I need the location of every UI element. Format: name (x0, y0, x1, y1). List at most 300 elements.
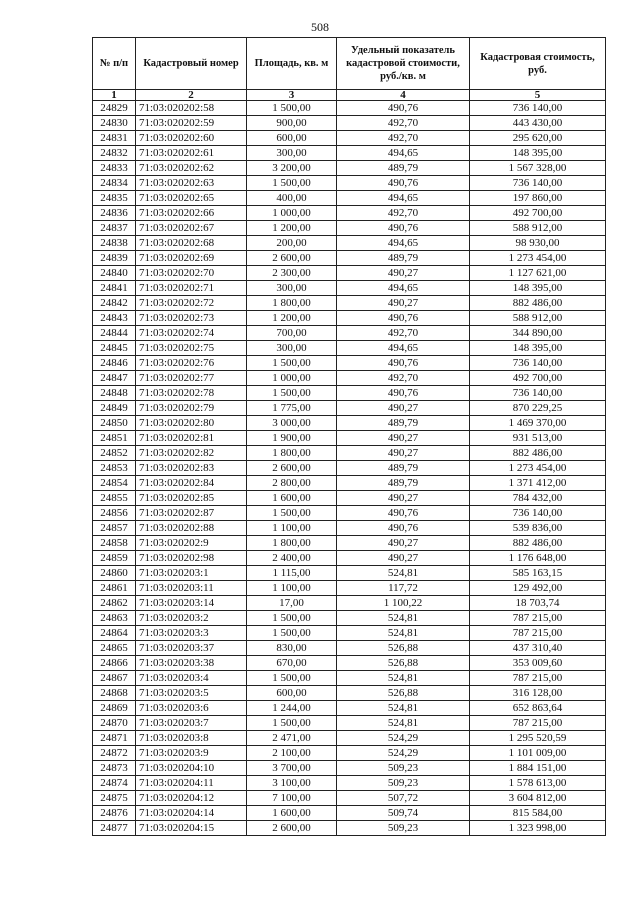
cadastral-value-cell: 1 273 454,00 (470, 251, 606, 266)
cadastral-number-cell: 71:03:020204:14 (136, 806, 247, 821)
specific-value-cell: 492,70 (337, 206, 470, 221)
area-cell: 3 700,00 (247, 761, 337, 776)
row-number-cell: 24860 (93, 566, 136, 581)
cadastral-value-cell: 197 860,00 (470, 191, 606, 206)
area-cell: 3 100,00 (247, 776, 337, 791)
row-number-cell: 24857 (93, 521, 136, 536)
cadastral-number-cell: 71:03:020202:71 (136, 281, 247, 296)
area-cell: 1 800,00 (247, 536, 337, 551)
area-cell: 300,00 (247, 281, 337, 296)
table-row (93, 806, 606, 821)
row-number-cell: 24842 (93, 296, 136, 311)
specific-value-cell: 494,65 (337, 146, 470, 161)
column-index: 1 (93, 90, 136, 101)
cadastral-number-cell: 71:03:020202:98 (136, 551, 247, 566)
table-row (93, 431, 606, 446)
table-row (93, 686, 606, 701)
specific-value-cell: 490,76 (337, 356, 470, 371)
table-body (93, 101, 606, 836)
area-cell: 2 800,00 (247, 476, 337, 491)
cadastral-value-cell: 3 604 812,00 (470, 791, 606, 806)
area-cell: 1 900,00 (247, 431, 337, 446)
area-cell: 600,00 (247, 131, 337, 146)
cadastral-number-cell: 71:03:020204:11 (136, 776, 247, 791)
area-cell: 2 100,00 (247, 746, 337, 761)
cadastral-number-cell: 71:03:020202:68 (136, 236, 247, 251)
row-number-cell: 24855 (93, 491, 136, 506)
area-cell: 1 600,00 (247, 491, 337, 506)
row-number-cell: 24866 (93, 656, 136, 671)
row-number-cell: 24851 (93, 431, 136, 446)
table-row (93, 746, 606, 761)
header-cadastral-value: Кадастровая стоимость, руб. (470, 38, 606, 90)
table-row (93, 521, 606, 536)
cadastral-value-cell: 1 469 370,00 (470, 416, 606, 431)
area-cell: 1 200,00 (247, 311, 337, 326)
cadastral-value-cell: 736 140,00 (470, 101, 606, 116)
row-number-cell: 24863 (93, 611, 136, 626)
row-number-cell: 24873 (93, 761, 136, 776)
cadastral-value-cell: 1 273 454,00 (470, 461, 606, 476)
row-number-cell: 24876 (93, 806, 136, 821)
table-row (93, 641, 606, 656)
cadastral-number-cell: 71:03:020202:70 (136, 266, 247, 281)
area-cell: 1 500,00 (247, 506, 337, 521)
cadastral-number-cell: 71:03:020202:73 (136, 311, 247, 326)
cadastral-value-cell: 437 310,40 (470, 641, 606, 656)
cadastral-number-cell: 71:03:020204:12 (136, 791, 247, 806)
specific-value-cell: 494,65 (337, 236, 470, 251)
row-number-cell: 24875 (93, 791, 136, 806)
row-number-cell: 24859 (93, 551, 136, 566)
row-number-cell: 24838 (93, 236, 136, 251)
cadastral-value-cell: 1 101 009,00 (470, 746, 606, 761)
cadastral-number-cell: 71:03:020203:9 (136, 746, 247, 761)
area-cell: 1 100,00 (247, 581, 337, 596)
table-row (93, 386, 606, 401)
table-row (93, 131, 606, 146)
area-cell: 2 600,00 (247, 821, 337, 836)
specific-value-cell: 489,79 (337, 161, 470, 176)
cadastral-value-cell: 18 703,74 (470, 596, 606, 611)
specific-value-cell: 489,79 (337, 461, 470, 476)
row-number-cell: 24831 (93, 131, 136, 146)
cadastral-number-cell: 71:03:020203:1 (136, 566, 247, 581)
column-index: 2 (136, 90, 247, 101)
cadastral-number-cell: 71:03:020202:83 (136, 461, 247, 476)
table-row (93, 761, 606, 776)
cadastral-value-cell: 1 371 412,00 (470, 476, 606, 491)
row-number-cell: 24829 (93, 101, 136, 116)
column-index: 4 (337, 90, 470, 101)
cadastral-number-cell: 71:03:020202:74 (136, 326, 247, 341)
row-number-cell: 24833 (93, 161, 136, 176)
table-row (93, 236, 606, 251)
table-row (93, 296, 606, 311)
cadastral-value-cell: 1 567 328,00 (470, 161, 606, 176)
page-number: 508 (311, 20, 329, 34)
specific-value-cell: 490,27 (337, 266, 470, 281)
specific-value-cell: 509,23 (337, 761, 470, 776)
area-cell: 1 244,00 (247, 701, 337, 716)
row-number-cell: 24854 (93, 476, 136, 491)
specific-value-cell: 490,27 (337, 491, 470, 506)
area-cell: 2 600,00 (247, 461, 337, 476)
table-row (93, 101, 606, 116)
row-number-cell: 24845 (93, 341, 136, 356)
area-cell: 3 200,00 (247, 161, 337, 176)
cadastral-number-cell: 71:03:020203:8 (136, 731, 247, 746)
table-row (93, 221, 606, 236)
specific-value-cell: 490,27 (337, 536, 470, 551)
table-row (93, 146, 606, 161)
row-number-cell: 24843 (93, 311, 136, 326)
specific-value-cell: 509,74 (337, 806, 470, 821)
cadastral-number-cell: 71:03:020203:5 (136, 686, 247, 701)
table-row (93, 716, 606, 731)
cadastral-number-cell: 71:03:020202:82 (136, 446, 247, 461)
cadastral-number-cell: 71:03:020203:4 (136, 671, 247, 686)
cadastral-number-cell: 71:03:020202:58 (136, 101, 247, 116)
specific-value-cell: 490,27 (337, 401, 470, 416)
specific-value-cell: 524,81 (337, 671, 470, 686)
row-number-cell: 24846 (93, 356, 136, 371)
cadastral-value-cell: 492 700,00 (470, 206, 606, 221)
specific-value-cell: 524,29 (337, 731, 470, 746)
cadastral-value-cell: 492 700,00 (470, 371, 606, 386)
area-cell: 1 500,00 (247, 716, 337, 731)
table-row (93, 701, 606, 716)
specific-value-cell: 524,81 (337, 566, 470, 581)
cadastral-number-cell: 71:03:020203:6 (136, 701, 247, 716)
area-cell: 3 000,00 (247, 416, 337, 431)
specific-value-cell: 509,23 (337, 776, 470, 791)
row-number-cell: 24849 (93, 401, 136, 416)
cadastral-value-cell: 344 890,00 (470, 326, 606, 341)
table-row (93, 491, 606, 506)
cadastral-value-cell: 815 584,00 (470, 806, 606, 821)
cadastral-value-cell: 588 912,00 (470, 311, 606, 326)
row-number-cell: 24837 (93, 221, 136, 236)
area-cell: 1 800,00 (247, 446, 337, 461)
row-number-cell: 24856 (93, 506, 136, 521)
cadastral-value-cell: 588 912,00 (470, 221, 606, 236)
cadastral-number-cell: 71:03:020202:85 (136, 491, 247, 506)
area-cell: 17,00 (247, 596, 337, 611)
table-row (93, 596, 606, 611)
table-row (93, 536, 606, 551)
specific-value-cell: 490,76 (337, 221, 470, 236)
row-number-cell: 24847 (93, 371, 136, 386)
cadastral-number-cell: 71:03:020203:38 (136, 656, 247, 671)
table-header-row (93, 38, 606, 90)
specific-value-cell: 490,76 (337, 386, 470, 401)
row-number-cell: 24852 (93, 446, 136, 461)
row-number-cell: 24864 (93, 626, 136, 641)
cadastral-number-cell: 71:03:020203:37 (136, 641, 247, 656)
area-cell: 1 775,00 (247, 401, 337, 416)
specific-value-cell: 117,72 (337, 581, 470, 596)
cadastral-value-cell: 736 140,00 (470, 386, 606, 401)
area-cell: 1 500,00 (247, 671, 337, 686)
table-row (93, 311, 606, 326)
row-number-cell: 24848 (93, 386, 136, 401)
cadastral-number-cell: 71:03:020202:75 (136, 341, 247, 356)
specific-value-cell: 489,79 (337, 476, 470, 491)
cadastral-value-cell: 736 140,00 (470, 176, 606, 191)
cadastral-value-table (92, 37, 606, 836)
area-cell: 1 000,00 (247, 206, 337, 221)
specific-value-cell: 490,76 (337, 311, 470, 326)
area-cell: 1 500,00 (247, 101, 337, 116)
row-number-cell: 24832 (93, 146, 136, 161)
area-cell: 1 000,00 (247, 371, 337, 386)
cadastral-value-cell: 882 486,00 (470, 446, 606, 461)
table-row (93, 821, 606, 836)
area-cell: 600,00 (247, 686, 337, 701)
area-cell: 1 500,00 (247, 386, 337, 401)
cadastral-value-cell: 652 863,64 (470, 701, 606, 716)
cadastral-number-cell: 71:03:020202:69 (136, 251, 247, 266)
cadastral-value-cell: 585 163,15 (470, 566, 606, 581)
table-row (93, 416, 606, 431)
row-number-cell: 24844 (93, 326, 136, 341)
cadastral-value-cell: 539 836,00 (470, 521, 606, 536)
cadastral-number-cell: 71:03:020203:3 (136, 626, 247, 641)
cadastral-number-cell: 71:03:020202:59 (136, 116, 247, 131)
table-row (93, 191, 606, 206)
table-row (93, 161, 606, 176)
specific-value-cell: 490,76 (337, 101, 470, 116)
cadastral-value-cell: 129 492,00 (470, 581, 606, 596)
cadastral-number-cell: 71:03:020202:76 (136, 356, 247, 371)
row-number-cell: 24861 (93, 581, 136, 596)
specific-value-cell: 492,70 (337, 131, 470, 146)
cadastral-value-cell: 787 215,00 (470, 716, 606, 731)
specific-value-cell: 524,81 (337, 716, 470, 731)
row-number-cell: 24830 (93, 116, 136, 131)
cadastral-number-cell: 71:03:020203:11 (136, 581, 247, 596)
cadastral-value-cell: 787 215,00 (470, 611, 606, 626)
specific-value-cell: 524,81 (337, 626, 470, 641)
specific-value-cell: 492,70 (337, 371, 470, 386)
area-cell: 900,00 (247, 116, 337, 131)
specific-value-cell: 509,23 (337, 821, 470, 836)
specific-value-cell: 526,88 (337, 686, 470, 701)
cadastral-value-cell: 931 513,00 (470, 431, 606, 446)
area-cell: 2 400,00 (247, 551, 337, 566)
cadastral-number-cell: 71:03:020203:2 (136, 611, 247, 626)
cadastral-number-cell: 71:03:020202:65 (136, 191, 247, 206)
row-number-cell: 24865 (93, 641, 136, 656)
cadastral-value-cell: 1 127 621,00 (470, 266, 606, 281)
table-row (93, 566, 606, 581)
cadastral-number-cell: 71:03:020202:63 (136, 176, 247, 191)
cadastral-number-cell: 71:03:020202:67 (136, 221, 247, 236)
row-number-cell: 24872 (93, 746, 136, 761)
cadastral-value-cell: 148 395,00 (470, 281, 606, 296)
cadastral-number-cell: 71:03:020202:79 (136, 401, 247, 416)
table-row (93, 446, 606, 461)
cadastral-value-cell: 443 430,00 (470, 116, 606, 131)
header-area: Площадь, кв. м (247, 38, 337, 90)
cadastral-value-cell: 98 930,00 (470, 236, 606, 251)
cadastral-number-cell: 71:03:020202:81 (136, 431, 247, 446)
cadastral-value-cell: 1 323 998,00 (470, 821, 606, 836)
area-cell: 1 800,00 (247, 296, 337, 311)
area-cell: 2 300,00 (247, 266, 337, 281)
row-number-cell: 24877 (93, 821, 136, 836)
table-row (93, 371, 606, 386)
area-cell: 400,00 (247, 191, 337, 206)
table-row (93, 176, 606, 191)
specific-value-cell: 490,27 (337, 431, 470, 446)
table-row (93, 461, 606, 476)
cadastral-value-cell: 736 140,00 (470, 506, 606, 521)
specific-value-cell: 490,76 (337, 176, 470, 191)
cadastral-number-cell: 71:03:020202:84 (136, 476, 247, 491)
specific-value-cell: 1 100,22 (337, 596, 470, 611)
cadastral-number-cell: 71:03:020202:87 (136, 506, 247, 521)
table-row (93, 506, 606, 521)
cadastral-value-cell: 882 486,00 (470, 536, 606, 551)
cadastral-value-cell: 787 215,00 (470, 626, 606, 641)
row-number-cell: 24870 (93, 716, 136, 731)
table-row (93, 776, 606, 791)
table-row (93, 551, 606, 566)
table-row (93, 356, 606, 371)
specific-value-cell: 526,88 (337, 656, 470, 671)
area-cell: 7 100,00 (247, 791, 337, 806)
table-row (93, 341, 606, 356)
specific-value-cell: 492,70 (337, 116, 470, 131)
cadastral-number-cell: 71:03:020202:88 (136, 521, 247, 536)
area-cell: 300,00 (247, 146, 337, 161)
cadastral-number-cell: 71:03:020203:14 (136, 596, 247, 611)
area-cell: 1 115,00 (247, 566, 337, 581)
area-cell: 300,00 (247, 341, 337, 356)
cadastral-value-cell: 870 229,25 (470, 401, 606, 416)
area-cell: 700,00 (247, 326, 337, 341)
cadastral-value-cell: 295 620,00 (470, 131, 606, 146)
cadastral-value-cell: 148 395,00 (470, 341, 606, 356)
header-specific-value: Удельный показатель кадастровой стоимости, руб./кв. м (337, 38, 470, 90)
column-index-row (93, 90, 606, 101)
cadastral-value-cell: 148 395,00 (470, 146, 606, 161)
specific-value-cell: 524,81 (337, 701, 470, 716)
row-number-cell: 24839 (93, 251, 136, 266)
row-number-cell: 24834 (93, 176, 136, 191)
cadastral-value-cell: 316 128,00 (470, 686, 606, 701)
specific-value-cell: 492,70 (337, 326, 470, 341)
cadastral-number-cell: 71:03:020203:7 (136, 716, 247, 731)
area-cell: 830,00 (247, 641, 337, 656)
row-number-cell: 24858 (93, 536, 136, 551)
cadastral-number-cell: 71:03:020202:9 (136, 536, 247, 551)
area-cell: 2 600,00 (247, 251, 337, 266)
cadastral-value-cell: 736 140,00 (470, 356, 606, 371)
specific-value-cell: 526,88 (337, 641, 470, 656)
specific-value-cell: 490,27 (337, 446, 470, 461)
row-number-cell: 24868 (93, 686, 136, 701)
cadastral-number-cell: 71:03:020202:61 (136, 146, 247, 161)
table-row (93, 326, 606, 341)
specific-value-cell: 490,27 (337, 551, 470, 566)
table-row (93, 476, 606, 491)
table-row (93, 401, 606, 416)
area-cell: 670,00 (247, 656, 337, 671)
cadastral-number-cell: 71:03:020202:60 (136, 131, 247, 146)
header-cadastral-number: Кадастровый номер (136, 38, 247, 90)
specific-value-cell: 489,79 (337, 251, 470, 266)
row-number-cell: 24867 (93, 671, 136, 686)
cadastral-value-cell: 1 295 520,59 (470, 731, 606, 746)
row-number-cell: 24869 (93, 701, 136, 716)
area-cell: 1 500,00 (247, 626, 337, 641)
area-cell: 1 600,00 (247, 806, 337, 821)
table-row (93, 581, 606, 596)
cadastral-value-cell: 882 486,00 (470, 296, 606, 311)
row-number-cell: 24862 (93, 596, 136, 611)
row-number-cell: 24841 (93, 281, 136, 296)
cadastral-value-cell: 1 176 648,00 (470, 551, 606, 566)
cadastral-number-cell: 71:03:020204:10 (136, 761, 247, 776)
table-row (93, 116, 606, 131)
table-row (93, 281, 606, 296)
table-row (93, 626, 606, 641)
specific-value-cell: 490,27 (337, 296, 470, 311)
area-cell: 200,00 (247, 236, 337, 251)
cadastral-number-cell: 71:03:020204:15 (136, 821, 247, 836)
cadastral-value-cell: 353 009,60 (470, 656, 606, 671)
cadastral-number-cell: 71:03:020202:66 (136, 206, 247, 221)
specific-value-cell: 494,65 (337, 341, 470, 356)
area-cell: 1 500,00 (247, 176, 337, 191)
specific-value-cell: 494,65 (337, 281, 470, 296)
row-number-cell: 24836 (93, 206, 136, 221)
cadastral-number-cell: 71:03:020202:62 (136, 161, 247, 176)
cadastral-number-cell: 71:03:020202:80 (136, 416, 247, 431)
specific-value-cell: 490,76 (337, 521, 470, 536)
area-cell: 1 100,00 (247, 521, 337, 536)
area-cell: 1 200,00 (247, 221, 337, 236)
row-number-cell: 24874 (93, 776, 136, 791)
cadastral-number-cell: 71:03:020202:78 (136, 386, 247, 401)
cadastral-number-cell: 71:03:020202:77 (136, 371, 247, 386)
row-number-cell: 24850 (93, 416, 136, 431)
table-row (93, 656, 606, 671)
header-row-number: № п/п (93, 38, 136, 90)
cadastral-value-cell: 787 215,00 (470, 671, 606, 686)
specific-value-cell: 490,76 (337, 506, 470, 521)
area-cell: 2 471,00 (247, 731, 337, 746)
table-row (93, 206, 606, 221)
row-number-cell: 24853 (93, 461, 136, 476)
cadastral-number-cell: 71:03:020202:72 (136, 296, 247, 311)
specific-value-cell: 524,29 (337, 746, 470, 761)
table-row (93, 791, 606, 806)
cadastral-value-cell: 1 578 613,00 (470, 776, 606, 791)
area-cell: 1 500,00 (247, 356, 337, 371)
table-row (93, 611, 606, 626)
specific-value-cell: 507,72 (337, 791, 470, 806)
column-index: 3 (247, 90, 337, 101)
cadastral-value-cell: 784 432,00 (470, 491, 606, 506)
table-row (93, 671, 606, 686)
specific-value-cell: 524,81 (337, 611, 470, 626)
row-number-cell: 24840 (93, 266, 136, 281)
area-cell: 1 500,00 (247, 611, 337, 626)
